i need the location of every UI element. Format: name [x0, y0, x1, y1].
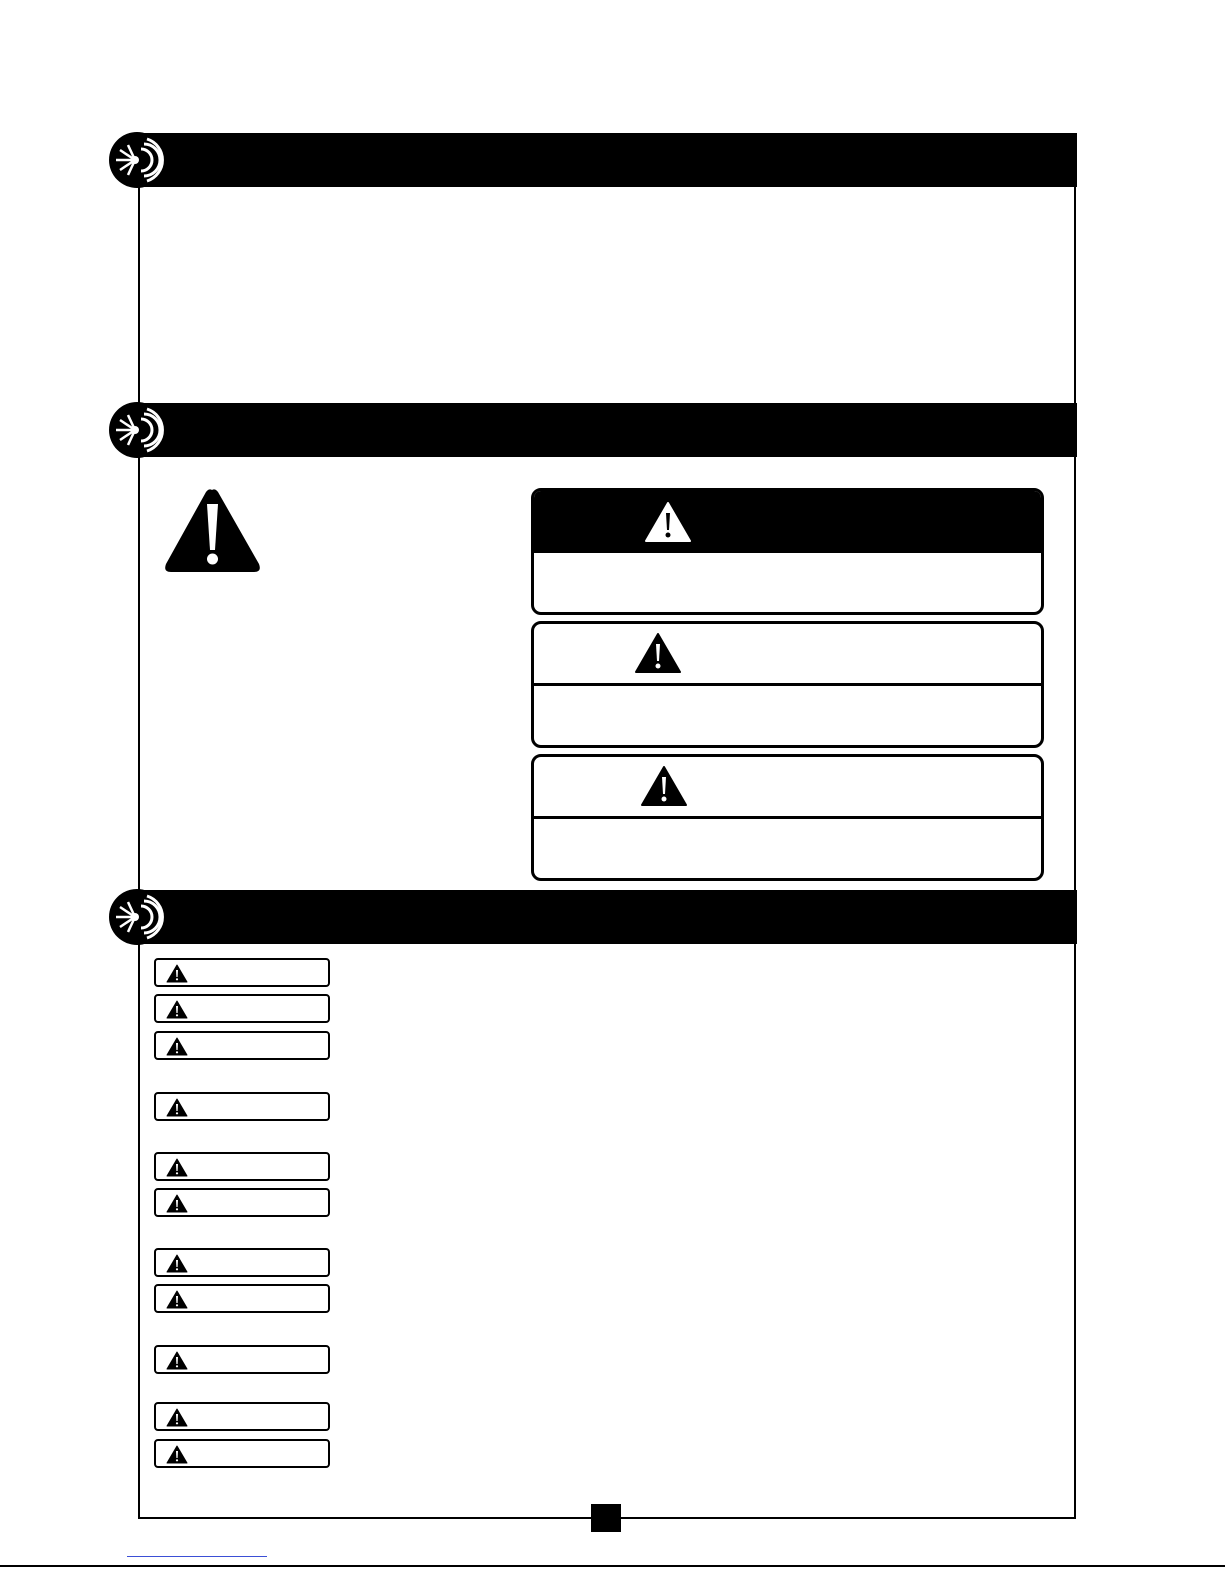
- section-header-2: [138, 403, 1077, 457]
- alert-box-header: [534, 757, 1041, 819]
- page-number: [591, 1504, 621, 1532]
- safety-tag: [154, 1031, 330, 1060]
- warning-triangle-icon: [166, 1254, 188, 1273]
- warning-triangle-icon: [166, 1000, 188, 1019]
- alert-box-header: [534, 491, 1041, 553]
- warning-triangle-icon: [644, 501, 692, 543]
- alert-box-warning: [531, 621, 1044, 748]
- warning-triangle-icon: [166, 1098, 188, 1117]
- warning-triangle-icon: [634, 632, 682, 674]
- section-header-1: [138, 133, 1077, 187]
- alert-box-text: [534, 553, 1041, 569]
- safety-tag: [154, 1439, 330, 1468]
- safety-tag: [154, 1284, 330, 1313]
- alert-box-danger: [531, 488, 1044, 615]
- safety-seal-icon: [108, 401, 166, 459]
- warning-triangle-icon: [640, 765, 688, 807]
- warning-triangle-icon: [166, 1351, 188, 1370]
- alert-box-caution: [531, 754, 1044, 881]
- safety-seal-icon: [108, 888, 166, 946]
- safety-tag: [154, 1188, 330, 1217]
- warning-triangle-icon: [166, 1037, 188, 1056]
- safety-tag: [154, 1248, 330, 1277]
- safety-tag: [154, 1402, 330, 1431]
- warning-triangle-icon: [166, 1158, 188, 1177]
- alert-box-text: [534, 686, 1041, 702]
- section-header-3: [138, 890, 1077, 944]
- warning-triangle-icon: [166, 964, 188, 983]
- safety-tag: [154, 1152, 330, 1181]
- safety-tag: [154, 1345, 330, 1374]
- section-body-3: [160, 945, 1060, 949]
- warning-triangle-icon: [166, 1290, 188, 1309]
- large-warning-triangle-icon: [162, 486, 263, 575]
- alert-box-text: [534, 819, 1041, 835]
- safety-tag: [154, 1092, 330, 1121]
- warning-triangle-icon: [166, 1194, 188, 1213]
- section-body-1: [160, 200, 1060, 390]
- footer-rule: [0, 1565, 1225, 1567]
- safety-seal-icon: [108, 131, 166, 189]
- footer-link-underline[interactable]: [127, 1556, 267, 1557]
- safety-tag: [154, 958, 330, 987]
- warning-triangle-icon: [166, 1408, 188, 1427]
- section-body-2: [160, 590, 510, 860]
- safety-tag: [154, 994, 330, 1023]
- warning-triangle-icon: [166, 1445, 188, 1464]
- alert-box-header: [534, 624, 1041, 686]
